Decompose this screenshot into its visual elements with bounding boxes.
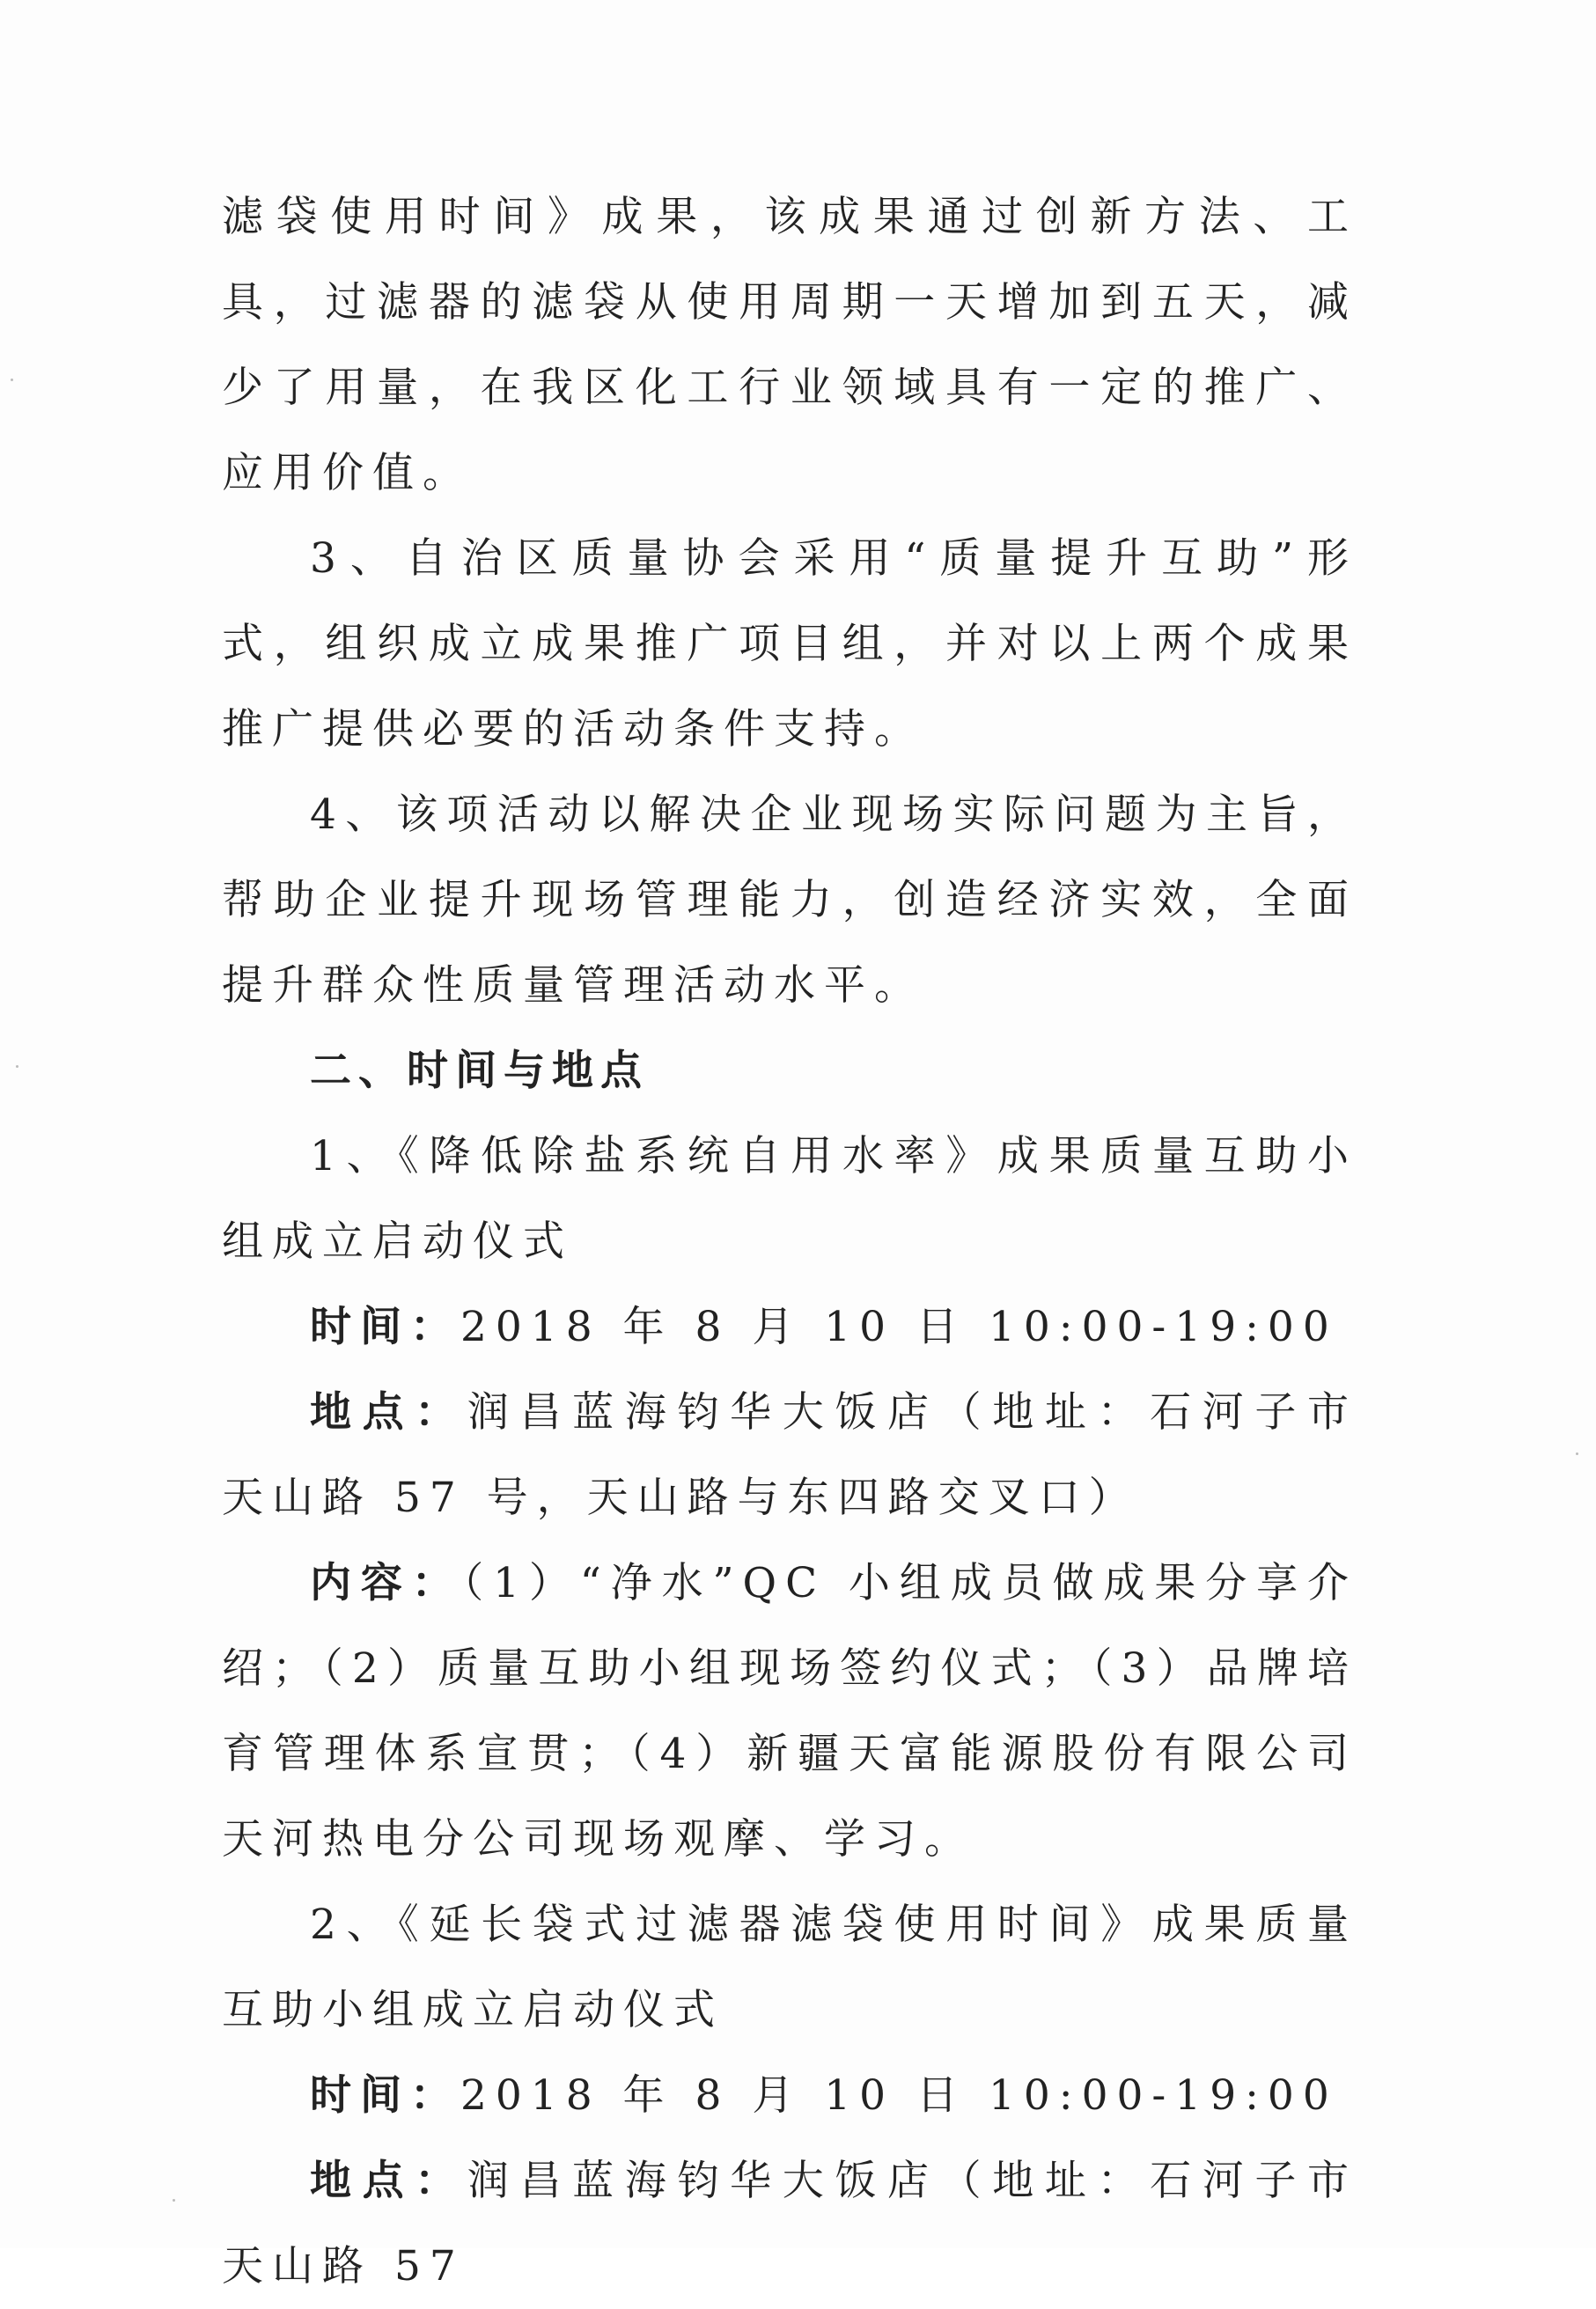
event1-content-value: （1）“净水”QC 小组成员做成果分享介绍；（2）质量互助小组现场签约仪式；（3）品牌培育管理体系宣贯；（4）新疆天富能源股份有限公司天河热电分公司现场观摩、学习。	[222, 1559, 1357, 1864]
event1-content-label: 内容：	[310, 1559, 463, 1607]
event1-time-label: 时间：	[310, 1303, 460, 1351]
event1-title: 1、《降低除盐系统自用水率》成果质量互助小组成立启动仪式	[222, 1132, 1357, 1266]
section-heading: 二、时间与地点	[310, 1047, 649, 1095]
scan-speck	[1576, 1452, 1578, 1455]
paragraph-continued: 滤袋使用时间》成果，该成果通过创新方法、工具，过滤器的滤袋从使用周期一天增加到五天，减少了用量，在我区化工行业领域具有一定的推广、应用价值。	[222, 193, 1357, 497]
scan-speck	[173, 2199, 175, 2202]
paragraph-item-4: 4、该项活动以解决企业现场实际问题为主旨，帮助企业提升现场管理能力，创造经济实效，全面提升群众性质量管理活动水平。	[222, 791, 1357, 1010]
scan-speck	[11, 379, 13, 381]
event2-time-value: 2018 年 8 月 10 日 10:00-19:00	[460, 2071, 1338, 2120]
event1-location	[222, 1370, 1357, 1541]
event1-content	[222, 1541, 1357, 1882]
event2-location-value: 润昌蓝海钧华大饭店（地址：石河子市天山路 57	[222, 2157, 1358, 2291]
event1-time	[222, 1284, 1357, 1370]
event2-location	[222, 2138, 1357, 2309]
event2-title: 2、《延长袋式过滤器滤袋使用时间》成果质量互助小组成立启动仪式	[222, 1901, 1357, 2034]
event1-time-value: 2018 年 8 月 10 日 10:00-19:00	[460, 1303, 1338, 1351]
paragraph-item-3: 3、自治区质量协会采用“质量提升互助”形式，组织成立成果推广项目组，并对以上两个成果推广提供必要的活动条件支持。	[222, 534, 1357, 754]
event2-time-label: 时间：	[310, 2071, 460, 2120]
event2-location-label: 地点：	[310, 2157, 467, 2205]
event1-location-label: 地点：	[310, 1388, 467, 1437]
event2-time	[222, 2053, 1357, 2138]
scan-speck	[16, 1065, 18, 1068]
event1-location-value: 润昌蓝海钧华大饭店（地址：石河子市天山路 57 号，天山路与东四路交叉口）	[222, 1388, 1358, 1522]
document-body	[222, 174, 1357, 2309]
